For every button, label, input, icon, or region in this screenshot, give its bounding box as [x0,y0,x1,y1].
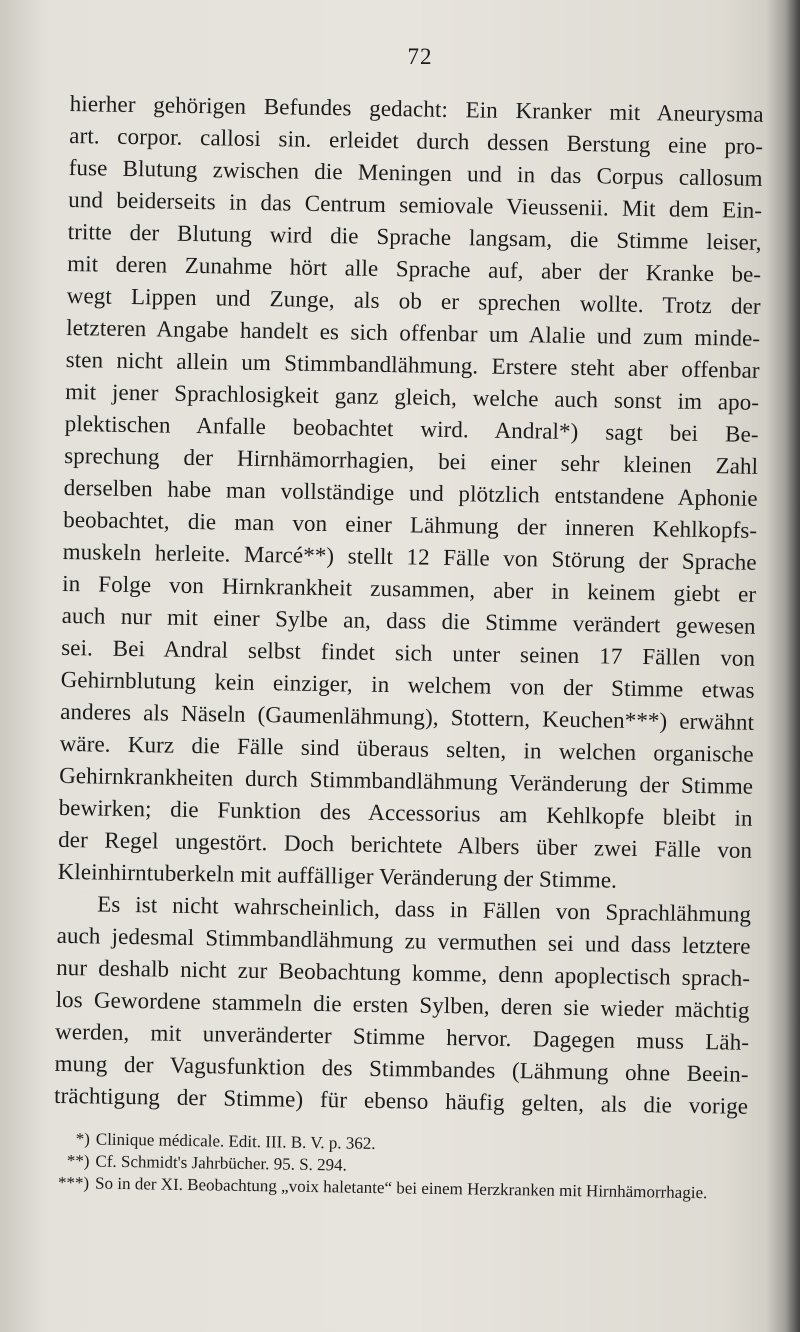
text-line: bewirken; die Funktion des Accessorius am Kehlkopfe bleibt in [58,794,753,831]
text-line: art. corpor. callosi sin. erleidet durch dessen Berstung eine pro- [69,122,764,159]
text-line: letzteren Angabe handelt es sich offenbar um Alalie und zum minde- [66,314,761,351]
text-line: sei. Bei Andral selbst findet sich unter seinen 17 Fällen von [61,634,756,671]
text-line: wäre. Kurz die Fälle sind überaus selten, in welchen organische [59,730,754,767]
text-line: Gehirnblutung kein einziger, in welchem von der Stimme etwas [60,666,755,703]
paragraph-1 [57,88,763,899]
text-line: auch nur mit einer Sylbe an, dass die Stimme verändert gewesen [61,602,756,639]
text-line: muskeln herleite. Marcé**) stellt 12 Fälle von Störung der Sprache [62,538,757,575]
text-line: Kleinhirntuberkeln mit auffälliger Veränderung der Stimme. [57,858,618,893]
text-line: mung der Vagusfunktion des Stimmbandes (Lähmung ohne Beein- [54,1050,749,1087]
footnote-mark: **) [66,1151,90,1171]
text-line: tritte der Blutung wird die Sprache langsam, die Stimme leiser, [67,218,762,255]
text-line: sten nicht allein um Stimmbandlähmung. Erstere steht aber offenbar [65,346,760,383]
text-line: sprechung der Hirnhämorrhagien, bei einer sehr kleinen Zahl [64,442,759,479]
page-number: 72 [407,44,433,69]
footnote-mark: *) [75,1129,90,1149]
book-spine-shadow [766,0,800,1332]
footnote-text: Clinique médicale. Edit. III. B. V. p. 362. [95,1129,376,1153]
paragraph-2 [54,888,751,1123]
text-line: wegt Lippen und Zunge, als ob er sprechen wollte. Trotz der [66,282,761,319]
body-text [54,88,764,1123]
text-line: trächtigung der Stimme) für ebenso häufig gelten, als die vorige [53,1082,749,1119]
text-line: der Regel ungestört. Doch berichtete Albers über zwei Fälle von [57,826,753,863]
footnote-text: Cf. Schmidt's Jahrbücher. 95. S. 294. [95,1151,348,1175]
text-line: derselben habe man vollständige und plötzlich entstandene Aphonie [63,474,758,511]
text-line: beobachtet, die man von einer Lähmung der inneren Kehlkopfs- [63,506,758,543]
text-line: anderes als Näseln (Gaumenlähmung), Stottern, Keuchen***) erwähnt [60,698,755,735]
text-line: in Folge von Hirnkrankheit zusammen, aber in keinem giebt er [62,570,757,607]
text-line: mit deren Zunahme hört alle Sprache auf, aber der Kranke be- [67,250,762,287]
footnotes [57,1128,748,1205]
text-line: plektischen Anfalle beobachtet wird. Andral*) sagt bei Be- [64,410,759,447]
text-line: mit jener Sprachlosigkeit ganz gleich, welche auch sonst im apo- [65,378,760,415]
text-line: los Gewordene stammeln die ersten Sylben, deren sie wieder mächtig [55,986,750,1023]
text-line: auch jedesmal Stimmbandlähmung zu vermuthen sei und dass letztere [56,922,751,959]
text-line: und beiderseits in das Centrum semiovale Vieussenii. Mit dem Ein- [68,186,763,223]
footnote-text: So in der XI. Beobachtung „voix haletante“ bei einem Herzkranken mit Hirnhämorrhagie. [94,1173,708,1203]
text-line: hierher gehörigen Befundes gedacht: Ein Kranker mit Aneurysma [69,90,764,127]
text-line: Gehirnkrankheiten durch Stimmbandlähmung Veränderung der Stimme [59,762,754,799]
text-line: Es ist nicht wahrscheinlich, dass in Fällen von Sprachlähmung [96,891,752,927]
text-line: nur deshalb nicht zur Beobachtung komme, denn apoplectisch sprach- [55,954,751,991]
footnote-mark: ***) [57,1173,90,1193]
text-line: werden, mit unveränderter Stimme hervor. Dagegen muss Läh- [54,1018,750,1055]
text-line: fuse Blutung zwischen die Meningen und in das Corpus callosum [68,154,763,191]
